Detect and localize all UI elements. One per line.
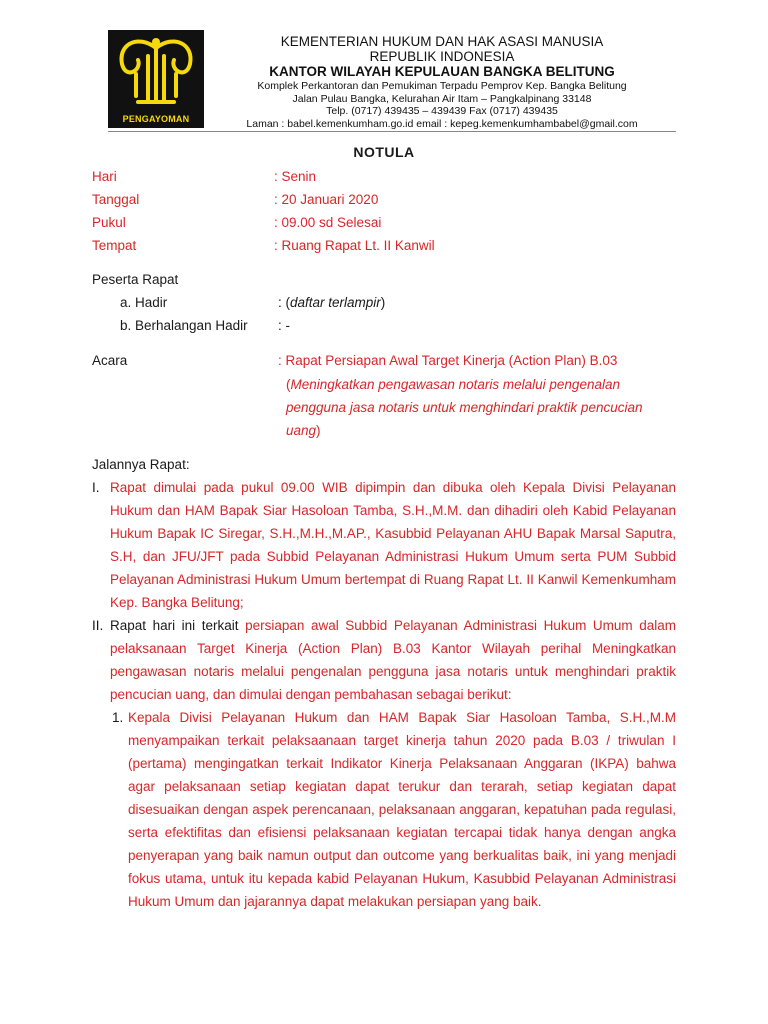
item-1-number: I. bbox=[92, 480, 100, 495]
info-label-tempat: Tempat bbox=[92, 238, 137, 253]
peserta-hadir-label: a. Hadir bbox=[120, 295, 168, 310]
phone-fax: Telp. (0717) 439435 – 439439 Fax (0717) 439435 bbox=[326, 105, 558, 117]
sub-1-number: 1. bbox=[112, 710, 124, 725]
acara-line-3: pengguna jasa notaris untuk menghindari praktik pencucian bbox=[286, 400, 643, 415]
info-value-tempat: : Ruang Rapat Lt. II Kanwil bbox=[274, 238, 435, 253]
item-1-text: Rapat dimulai pada pukul 09.00 WIB dipimpin dan dibuka oleh Kepala Divisi Pelayanan Hukum dan HAM Bapak Siar Hasoloan Tamba, S.H.,M.M. dan dihadiri oleh Kabid Pelayanan Hukum Bapak IC Siregar, S.H.,M.H.,M.AP., Kasubbid Pelayanan AHU Bapak Marsal Saputra, S.H, dan JFU/JFT pada Subbid Pelayanan Administrasi Hukum Umum serta PUM Subbid Pelayanan Administrasi Hukum Umum bertempat di Ruang Rapat Lt. II Kanwil Kemenkumham Kep. Bangka Belitung; bbox=[110, 480, 676, 610]
peserta-heading: Peserta Rapat bbox=[92, 272, 179, 287]
office-name: KANTOR WILAYAH KEPULAUAN BANGKA BELITUNG bbox=[269, 64, 615, 79]
info-value-hari: : Senin bbox=[274, 169, 317, 184]
letterhead bbox=[216, 34, 668, 130]
info-label-pukul: Pukul bbox=[92, 215, 126, 230]
sub-1-text: Kepala Divisi Pelayanan Hukum dan HAM Bapak Siar Hasoloan Tamba, S.H.,M.M menyampaikan terkait pelaksaanaan target kinerja tahun 2020 pada B.03 / triwulan I (pertama) mengingatkan terkait Indikator Kinerja Pelaksanaan Anggaran (IKPA) bahwa agar pelaksanaan setiap kegiatan dapat terukur dan terarah, setiap kegiatan dapat disesuaikan dengan aspek perencanaan, pelaksanaan anggaran, kepatuhan pada regulasi, serta efektifitas dan efisiensi pelaksanaan kegiatan tercapai tidak hanya dengan angka penyerapan yang baik namun output dan outcome yang berkualitas baik, ini yang menjadi fokus utama, untuk itu kepada kabid Pelayanan Hukum, Kasubbid Pelayanan Administrasi Hukum Umum dan jajarannya dapat melakukan persiapan yang baik. bbox=[128, 710, 676, 909]
document-title: NOTULA bbox=[353, 144, 415, 160]
address-line-1: Komplek Perkantoran dan Pemukiman Terpadu Pemprov Kep. Bangka Belitung bbox=[257, 80, 627, 92]
item-2-number: II. bbox=[92, 618, 104, 633]
info-label-tanggal: Tanggal bbox=[92, 192, 140, 207]
peserta-absen-value: : - bbox=[278, 318, 290, 333]
pengayoman-logo bbox=[108, 30, 204, 128]
address-line-2: Jalan Pulau Bangka, Kelurahan Air Itam – Pangkalpinang 33148 bbox=[292, 92, 592, 105]
country-name: REPUBLIK INDONESIA bbox=[369, 49, 515, 64]
logo-caption: PENGAYOMAN bbox=[122, 114, 190, 124]
ministry-name: KEMENTERIAN HUKUM DAN HAK ASASI MANUSIA bbox=[280, 34, 604, 49]
peserta-absen-label: b. Berhalangan Hadir bbox=[120, 318, 248, 333]
acara-line-4: uang) bbox=[286, 423, 321, 438]
letterhead-divider bbox=[108, 131, 676, 132]
peserta-hadir-value: : (daftar terlampir) bbox=[278, 295, 386, 310]
jalannya-heading: Jalannya Rapat: bbox=[92, 457, 190, 472]
website-email: Laman : babel.kemenkumham.go.id email : kepeg.kemenkumhambabel@gmail.com bbox=[246, 117, 638, 130]
acara-label: Acara bbox=[92, 353, 128, 368]
item-2-text: Rapat hari ini terkait persiapan awal Subbid Pelayanan Administrasi Hukum Umum dalam pelaksanaan Target Kinerja (Action Plan) B.03 Kantor Wilayah perihal Meningkatkan pengawasan notaris melalui pengenalan pengguna jasa notaris untuk menghindari praktik pencucian uang, dan dimulai dengan pembahasan sebagai berikut: bbox=[110, 618, 676, 702]
info-value-pukul: : 09.00 sd Selesai bbox=[274, 215, 382, 230]
info-label-hari: Hari bbox=[92, 169, 117, 184]
acara-line-1: : Rapat Persiapan Awal Target Kinerja (Action Plan) B.03 bbox=[278, 353, 618, 368]
acara-line-2: (Meningkatkan pengawasan notaris melalui pengenalan bbox=[286, 377, 620, 392]
info-value-tanggal: : 20 Januari 2020 bbox=[274, 192, 379, 207]
